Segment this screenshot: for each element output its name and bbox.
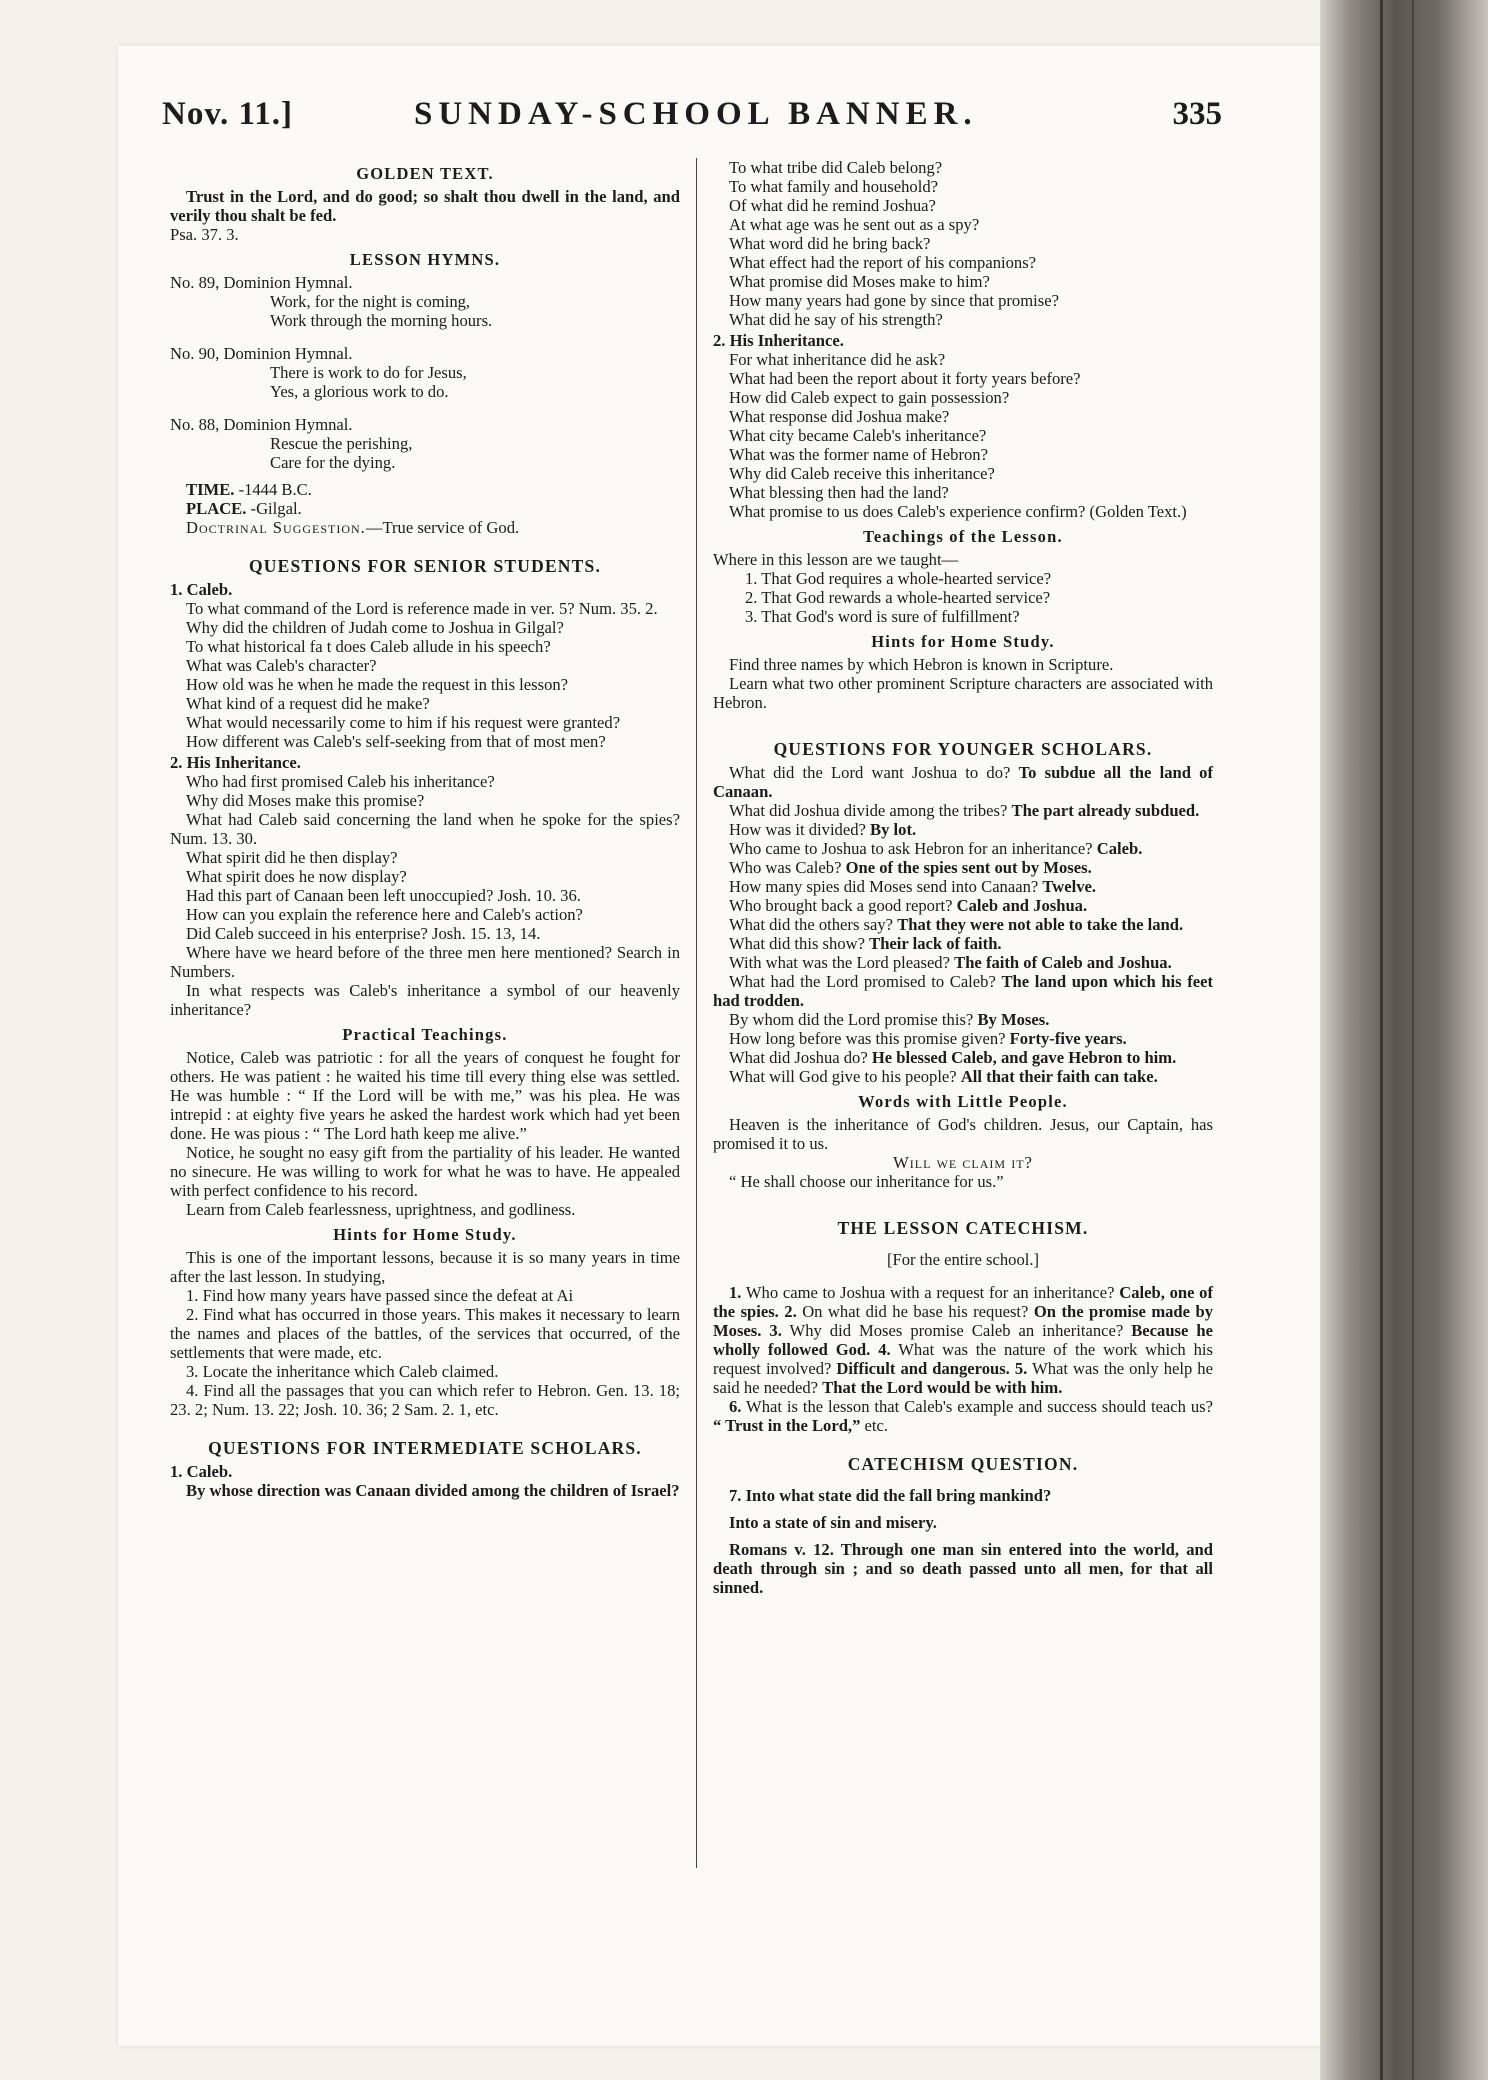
question: What city became Caleb's inheritance? (729, 426, 987, 445)
lesson-place: PLACE. -Gilgal. (186, 499, 302, 518)
paragraph: Find three names by which Hebron is known in Scripture. (729, 655, 1114, 674)
scripture-proof: Romans v. 12. Through one man sin entered into the world, and death through sin ; and so death passed unto all men, for that all sinned. (713, 1540, 1213, 1597)
question: Who had first promised Caleb his inheritance? (186, 772, 495, 791)
hints-heading: Hints for Home Study. (333, 1225, 517, 1244)
question: At what age was he sent out as a spy? (729, 215, 980, 234)
question: How did Caleb expect to gain possession? (729, 388, 1010, 407)
catechism-question-heading: CATECHISM QUESTION. (847, 1454, 1079, 1474)
question: Why did Caleb receive this inheritance? (729, 464, 995, 483)
qa-item: What did the others say? That they were not able to take the land. (729, 915, 1184, 934)
question: How many years had gone by since that promise? (729, 291, 1059, 310)
question: What had been the report about it forty years before? (729, 369, 1081, 388)
qa-item: Who came to Joshua to ask Hebron for an inheritance? Caleb. (729, 839, 1143, 858)
section-heading: 2. His Inheritance. (170, 753, 301, 772)
intermediate-questions-heading: QUESTIONS FOR INTERMEDIATE SCHOLARS. (208, 1438, 642, 1458)
section-heading: 2. His Inheritance. (713, 331, 844, 350)
question: How old was he when he made the request in this lesson? (186, 675, 569, 694)
page-number: 335 (1172, 96, 1222, 132)
book-binding (1320, 0, 1488, 2080)
question: What response did Joshua make? (729, 407, 950, 426)
hymn-line: Care for the dying. (270, 453, 396, 472)
question: Where have we heard before of the three men here mentioned? Search in Numbers. (170, 943, 680, 981)
paragraph: This is one of the important lessons, because it is so many years in time after the last lesson. In studying, (170, 1248, 680, 1286)
question: Of what did he remind Joshua? (729, 196, 936, 215)
claim-heading: Will we claim it? (893, 1153, 1033, 1172)
catechism-heading: THE LESSON CATECHISM. (837, 1218, 1089, 1238)
catechism-item: 6. What is the lesson that Caleb's example and success should teach us? “ Trust in the Lord,” etc. (713, 1397, 1213, 1435)
catechism-answer: Into a state of sin and misery. (729, 1513, 937, 1532)
qa-item: Who brought back a good report? Caleb and Joshua. (729, 896, 1088, 915)
question: To what tribe did Caleb belong? (729, 158, 943, 177)
question: What did he say of his strength? (729, 310, 943, 329)
paragraph: Notice, Caleb was patriotic : for all the years of conquest he fought for others. He was patient : he waited his time till every thing else was settled. He was humble : “ If the Lord will be with me,” was his plea. He was intrepid : at eighty five years he asked the hardest work which had yet been done. He was pious : “ The Lord hath keep me alive.” (170, 1048, 680, 1143)
hint-item: 1. Find how many years have passed since the defeat at Ai (186, 1286, 574, 1305)
catechism-block: 1. Who came to Joshua with a request for an inheritance? Caleb, one of the spies. 2. On what did he base his request? On the promise made by Moses. 3. Why did Moses promise Caleb an inheritance? Because he wholly followed God. 4. What was the nature of the work which his request involved? Difficult and dangerous. 5. What was the only help he said he needed? That the Lord would be with him. (713, 1283, 1213, 1397)
lesson-hymns-heading: LESSON HYMNS. (349, 250, 501, 269)
qa-item: How long before was this promise given? Forty-five years. (729, 1029, 1127, 1048)
qa-item: Who was Caleb? One of the spies sent out by Moses. (729, 858, 1092, 877)
qa-item: How many spies did Moses send into Canaan? Twelve. (729, 877, 1097, 896)
running-header (162, 92, 1222, 142)
lesson-time: TIME. -1444 B.C. (186, 480, 312, 499)
hint-item: 3. Locate the inheritance which Caleb claimed. (186, 1362, 499, 1381)
hint-item: 4. Find all the passages that you can which refer to Hebron. Gen. 13. 18; 23. 2; Num. 13. 22; Josh. 10. 36; 2 Sam. 2. 1, etc. (170, 1381, 680, 1419)
question: What effect had the report of his companions? (729, 253, 1037, 272)
header-date: Nov. 11.] (162, 96, 293, 132)
question: What had Caleb said concerning the land when he spoke for the spies? Num. 13. 30. (170, 810, 680, 848)
paragraph: Where in this lesson are we taught— (713, 550, 959, 569)
question: What was the former name of Hebron? (729, 445, 988, 464)
hint-item: 2. Find what has occurred in those years. This makes it necessary to learn the names and places of the battles, of the services that occurred, of the settlements that were made, etc. (170, 1305, 680, 1362)
hymn-line: Work, for the night is coming, (270, 292, 471, 311)
question: For what inheritance did he ask? (729, 350, 946, 369)
question: To what family and household? (729, 177, 938, 196)
header-title: SUNDAY-SCHOOL BANNER. (414, 96, 978, 132)
question: Why did Moses make this promise? (186, 791, 425, 810)
catechism-subheading: [For the entire school.] (886, 1250, 1040, 1269)
paragraph: Learn what two other prominent Scripture characters are associated with Hebron. (713, 674, 1213, 712)
hymn-ref: No. 88, Dominion Hymnal. (170, 415, 353, 434)
section-heading: 1. Caleb. (170, 1462, 233, 1481)
hymn-line: Rescue the perishing, (270, 434, 413, 453)
question: How different was Caleb's self-seeking from that of most men? (186, 732, 606, 751)
column-divider (696, 158, 697, 1868)
left-column (170, 158, 680, 1500)
qa-item: How was it divided? By lot. (729, 820, 917, 839)
question: By whose direction was Canaan divided among the children of Israel? (186, 1481, 680, 1500)
practical-teachings-heading: Practical Teachings. (342, 1025, 508, 1044)
paragraph: Learn from Caleb fearlessness, uprightness, and godliness. (186, 1200, 576, 1219)
right-column (713, 158, 1213, 1597)
quote: “ He shall choose our inheritance for us.” (729, 1172, 1004, 1191)
words-heading: Words with Little People. (858, 1092, 1068, 1111)
question: Did Caleb succeed in his enterprise? Josh. 15. 13, 14. (186, 924, 541, 943)
golden-text-ref: Psa. 37. 3. (170, 225, 239, 244)
qa-item: What did this show? Their lack of faith. (729, 934, 1002, 953)
hints-heading: Hints for Home Study. (871, 632, 1055, 651)
hymn-ref: No. 90, Dominion Hymnal. (170, 344, 353, 363)
teaching-item: 2. That God rewards a whole-hearted service? (745, 588, 1051, 607)
paragraph: Notice, he sought no easy gift from the partiality of his leader. He wanted no sinecure. He was willing to work for what he was to have. He appealed with perfect confidence to his record. (170, 1143, 680, 1200)
hymn-line: Yes, a glorious work to do. (270, 382, 449, 401)
hymn-line: There is work to do for Jesus, (270, 363, 467, 382)
question: To what command of the Lord is reference made in ver. 5? Num. 35. 2. (186, 599, 658, 618)
question: What kind of a request did he make? (186, 694, 430, 713)
question: What promise to us does Caleb's experience confirm? (Golden Text.) (729, 502, 1187, 521)
qa-item: What did Joshua divide among the tribes? The part already subdued. (729, 801, 1200, 820)
question: Why did the children of Judah come to Joshua in Gilgal? (186, 618, 564, 637)
question: In what respects was Caleb's inheritance a symbol of our heavenly inheritance? (170, 981, 680, 1019)
question: What would necessarily come to him if his request were granted? (186, 713, 621, 732)
hymn-line: Work through the morning hours. (270, 311, 493, 330)
question: What blessing then had the land? (729, 483, 949, 502)
qa-item: What did the Lord want Joshua to do? To subdue all the land of Canaan. (713, 763, 1213, 801)
question: What spirit did he then display? (186, 848, 398, 867)
teaching-item: 1. That God requires a whole-hearted service? (745, 569, 1052, 588)
question: What word did he bring back? (729, 234, 931, 253)
teachings-heading: Teachings of the Lesson. (863, 527, 1063, 546)
question: To what historical fa t does Caleb allude in his speech? (186, 637, 551, 656)
qa-item: What did Joshua do? He blessed Caleb, and gave Hebron to him. (729, 1048, 1177, 1067)
qa-item: With what was the Lord pleased? The faith of Caleb and Joshua. (729, 953, 1172, 972)
doctrinal-suggestion: Doctrinal Suggestion.—True service of God. (186, 518, 520, 537)
catechism-question: 7. Into what state did the fall bring mankind? (729, 1486, 1052, 1505)
senior-questions-heading: QUESTIONS FOR SENIOR STUDENTS. (248, 556, 602, 576)
younger-questions-heading: QUESTIONS FOR YOUNGER SCHOLARS. (773, 739, 1153, 759)
question: What promise did Moses make to him? (729, 272, 990, 291)
question: What spirit does he now display? (186, 867, 407, 886)
question: What was Caleb's character? (186, 656, 377, 675)
paragraph: Heaven is the inheritance of God's children. Jesus, our Captain, has promised it to us. (713, 1115, 1213, 1153)
golden-text-heading: GOLDEN TEXT. (356, 164, 494, 183)
qa-item: What will God give to his people? All that their faith can take. (729, 1067, 1158, 1086)
qa-item: What had the Lord promised to Caleb? The land upon which his feet had trodden. (713, 972, 1214, 1010)
teaching-item: 3. That God's word is sure of fulfillment? (745, 607, 1020, 626)
question: How can you explain the reference here and Caleb's action? (186, 905, 583, 924)
hymn-ref: No. 89, Dominion Hymnal. (170, 273, 353, 292)
golden-text: Trust in the Lord, and do good; so shalt thou dwell in the land, and verily thou shalt be fed. (170, 187, 680, 225)
section-heading: 1. Caleb. (170, 580, 233, 599)
qa-item: By whom did the Lord promise this? By Moses. (729, 1010, 1050, 1029)
question: Had this part of Canaan been left unoccupied? Josh. 10. 36. (186, 886, 581, 905)
